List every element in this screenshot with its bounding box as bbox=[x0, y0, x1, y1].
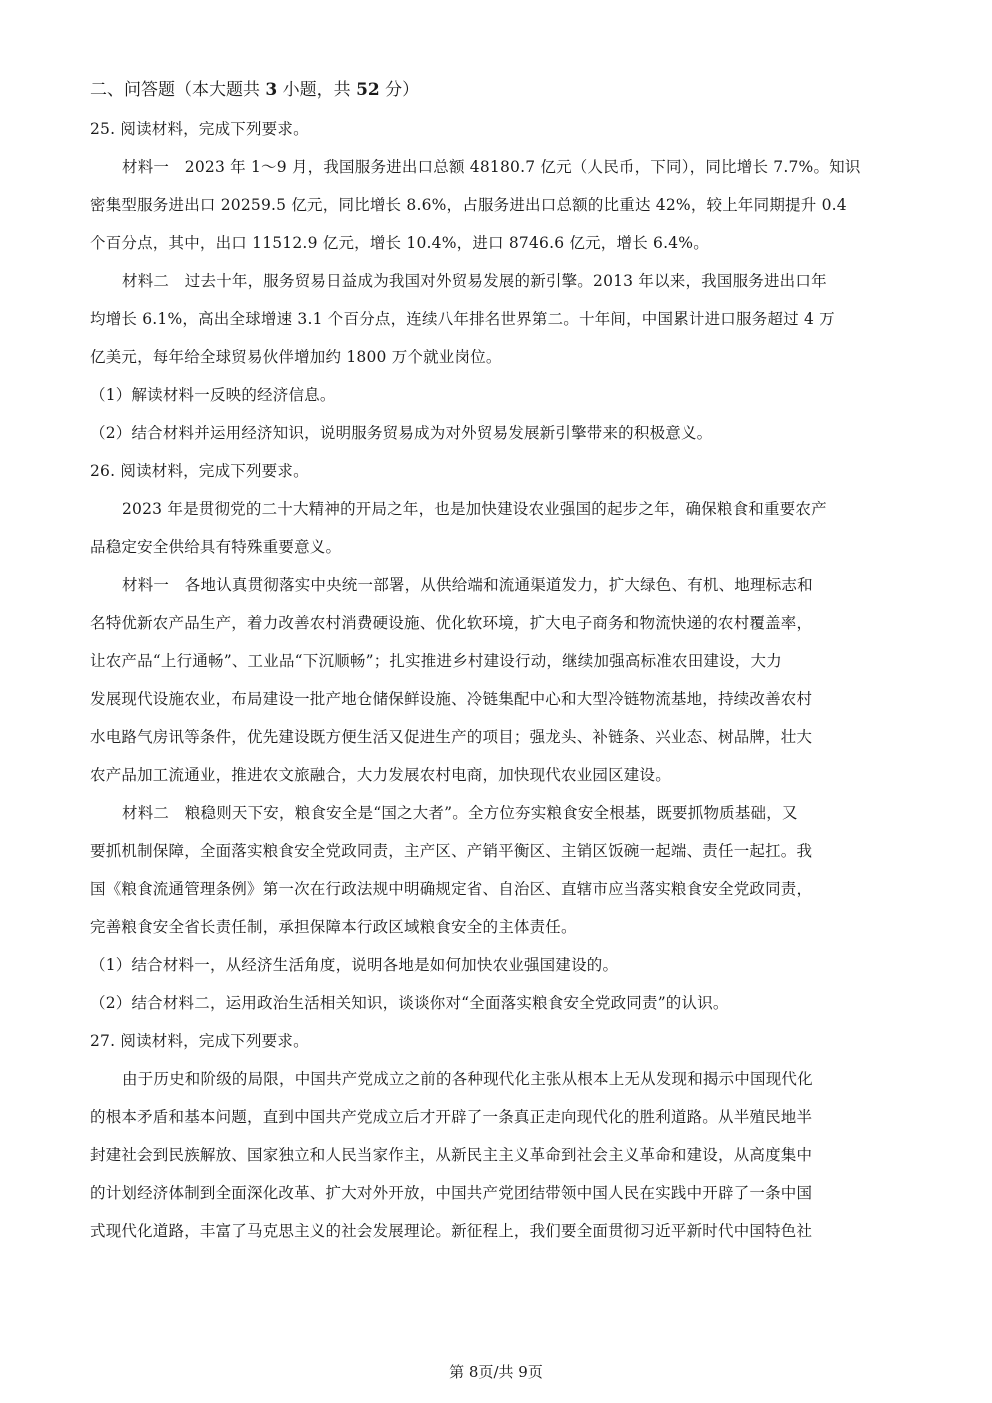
section-heading bbox=[90, 76, 902, 104]
text-line: （1）结合材料一，从经济生活角度，说明各地是如何加快农业强国建设的。 bbox=[90, 956, 619, 974]
section-heading-middle: 小题，共 bbox=[277, 80, 357, 100]
text-line: 材料一 各地认真贯彻落实中央统一部署，从供给端和流通渠道发力，扩大绿色、有机、地理标志和 bbox=[122, 576, 813, 594]
text-line: 个百分点，其中，出口 11512.9 亿元，增长 10.4%，进口 8746.6 亿元，增长 6.4%。 bbox=[90, 234, 709, 252]
text-line: 26. 阅读材料，完成下列要求。 bbox=[90, 462, 309, 480]
section-total-score: 52 bbox=[356, 80, 380, 100]
text-line: （2）结合材料并运用经济知识，说明服务贸易成为对外贸易发展新引擎带来的积极意义。 bbox=[90, 424, 713, 442]
text-line: 亿美元，每年给全球贸易伙伴增加约 1800 万个就业岗位。 bbox=[90, 348, 502, 366]
text-line: 农产品加工流通业，推进农文旅融合，大力发展农村电商，加快现代农业园区建设。 bbox=[90, 766, 671, 784]
section-question-count: 3 bbox=[265, 80, 278, 100]
text-line: （1）解读材料一反映的经济信息。 bbox=[90, 386, 336, 404]
section-heading-prefix: 二、问答题（本大题共 bbox=[90, 80, 266, 100]
section-heading-suffix: 分） bbox=[379, 80, 420, 100]
text-line: 材料一 2023 年 1～9 月，我国服务进出口总额 48180.7 亿元（人民币，下同），同比增长 7.7%。知识 bbox=[122, 158, 861, 176]
text-line: （2）结合材料二，运用政治生活相关知识，谈谈你对“全面落实粮食安全党政同责”的认识。 bbox=[90, 994, 729, 1012]
text-line: 密集型服务进出口 20259.5 亿元，同比增长 8.6%，占服务进出口总额的比重达 42%，较上年同期提升 0.4 bbox=[90, 196, 847, 214]
text-line: 国《粮食流通管理条例》第一次在行政法规中明确规定省、自治区、直辖市应当落实粮食安全党政同责， bbox=[90, 880, 813, 898]
text-line: 的根本矛盾和基本问题，直到中国共产党成立后才开辟了一条真正走向现代化的胜利道路。从半殖民地半 bbox=[90, 1108, 813, 1126]
text-line: 材料二 过去十年，服务贸易日益成为我国对外贸易发展的新引擎。2013 年以来，我国服务进出口年 bbox=[122, 272, 827, 290]
document-content bbox=[90, 76, 902, 1250]
text-line: 封建社会到民族解放、国家独立和人民当家作主，从新民主主义革命到社会主义革命和建设，从高度集中 bbox=[90, 1146, 813, 1164]
text-line: 完善粮食安全省长责任制，承担保障本行政区域粮食安全的主体责任。 bbox=[90, 918, 577, 936]
text-line: 水电路气房讯等条件，优先建设既方便生活又促进生产的项目；强龙头、补链条、兴业态、树品牌，壮大 bbox=[90, 728, 813, 746]
text-line: 27. 阅读材料，完成下列要求。 bbox=[90, 1032, 309, 1050]
text-lines bbox=[90, 110, 902, 1250]
text-line: 品稳定安全供给具有特殊重要意义。 bbox=[90, 538, 342, 556]
text-line: 均增长 6.1%，高出全球增速 3.1 个百分点，连续八年排名世界第二。十年间，中国累计进口服务超过 4 万 bbox=[90, 310, 835, 328]
page-footer: 第 8页/共 9页 bbox=[449, 1363, 543, 1381]
text-line: 发展现代设施农业，布局建设一批产地仓储保鲜设施、冷链集配中心和大型冷链物流基地，持续改善农村 bbox=[90, 690, 813, 708]
text-line: 由于历史和阶级的局限，中国共产党成立之前的各种现代化主张从根本上无从发现和揭示中国现代化 bbox=[122, 1070, 813, 1088]
text-line: 材料二 粮稳则天下安，粮食安全是“国之大者”。全方位夯实粮食安全根基，既要抓物质基础，又 bbox=[122, 804, 798, 822]
text-line: 名特优新农产品生产，着力改善农村消费硬设施、优化软环境，扩大电子商务和物流快递的农村覆盖率， bbox=[90, 614, 813, 632]
text-line: 让农产品“上行通畅”、工业品“下沉顺畅”；扎实推进乡村建设行动，继续加强高标准农田建设，大力 bbox=[90, 652, 782, 670]
text-line: 式现代化道路，丰富了马克思主义的社会发展理论。新征程上，我们要全面贯彻习近平新时代中国特色社 bbox=[90, 1222, 813, 1240]
text-line: 要抓机制保障，全面落实粮食安全党政同责，主产区、产销平衡区、主销区饭碗一起端、责任一起扛。我 bbox=[90, 842, 813, 860]
text-line: 25. 阅读材料，完成下列要求。 bbox=[90, 120, 309, 138]
text-line: 的计划经济体制到全面深化改革、扩大对外开放，中国共产党团结带领中国人民在实践中开辟了一条中国 bbox=[90, 1184, 813, 1202]
text-line: 2023 年是贯彻党的二十大精神的开局之年，也是加快建设农业强国的起步之年，确保粮食和重要农产 bbox=[122, 500, 827, 518]
